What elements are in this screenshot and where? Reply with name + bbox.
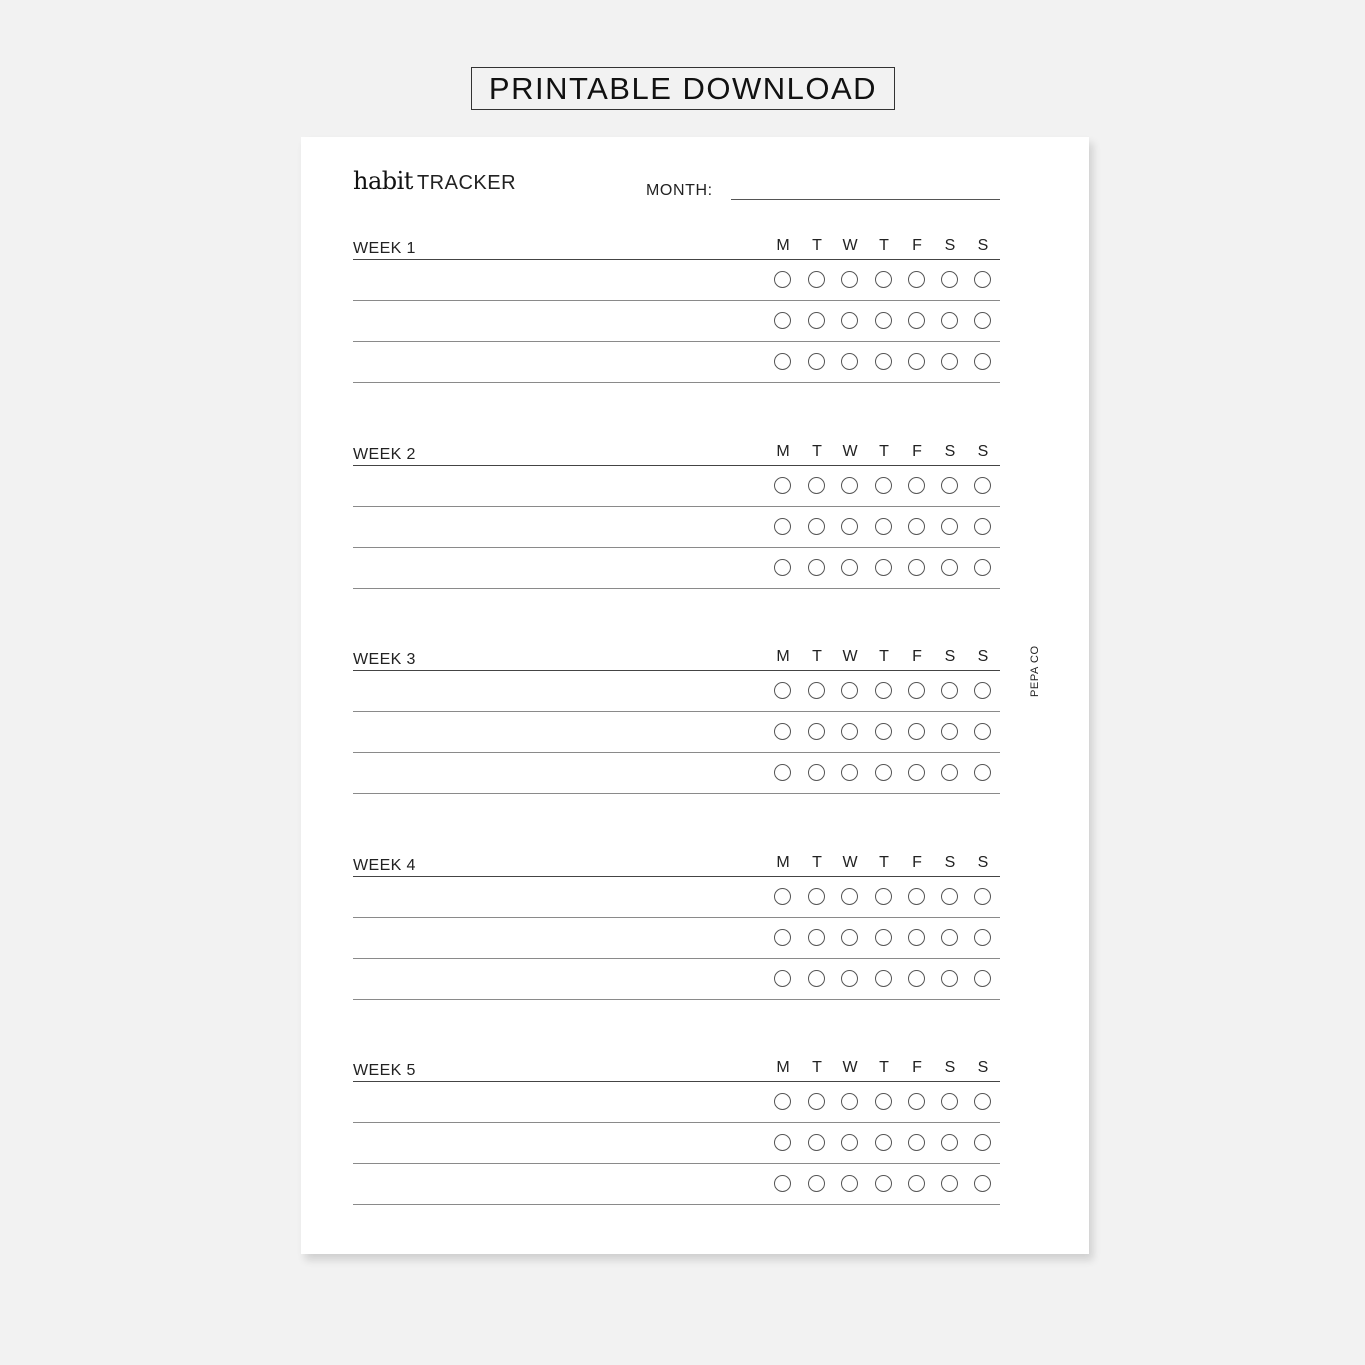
habit-checkbox-circle[interactable] (974, 764, 991, 781)
week-section (353, 845, 1000, 995)
day-header: T (812, 853, 822, 871)
habit-row-line[interactable] (353, 1122, 1000, 1123)
habit-checkbox-circle[interactable] (808, 312, 825, 329)
day-header: T (879, 237, 889, 254)
day-header: S (977, 853, 989, 871)
habit-checkbox-circle[interactable] (774, 518, 791, 535)
day-header: T (812, 442, 822, 460)
day-header: S (977, 1059, 989, 1076)
day-header: F (912, 853, 922, 871)
habit-checkbox-circle[interactable] (941, 477, 958, 494)
week-label: WEEK 4 (353, 856, 416, 874)
title-script: habit (353, 167, 413, 195)
day-header: T (812, 237, 822, 254)
habit-checkbox-circle[interactable] (774, 1175, 791, 1192)
habit-checkbox-circle[interactable] (908, 477, 925, 494)
day-header: T (879, 853, 889, 871)
week-header-rule (353, 259, 1000, 260)
habit-checkbox-circle[interactable] (974, 723, 991, 740)
habit-checkbox-circle[interactable] (808, 682, 825, 699)
habit-checkbox-circle[interactable] (875, 477, 892, 494)
habit-row-line[interactable] (353, 958, 1000, 959)
day-header: S (977, 648, 989, 665)
habit-checkbox-circle[interactable] (974, 518, 991, 535)
habit-checkbox-circle[interactable] (974, 970, 991, 987)
habit-checkbox-circle[interactable] (875, 723, 892, 740)
habit-checkbox-circle[interactable] (774, 559, 791, 576)
habit-row-line[interactable] (353, 999, 1000, 1000)
habit-checkbox-circle[interactable] (875, 271, 892, 288)
day-header: F (912, 648, 922, 665)
day-header: S (944, 853, 956, 871)
habit-checkbox-circle[interactable] (808, 353, 825, 370)
habit-checkbox-circle[interactable] (774, 723, 791, 740)
habit-checkbox-circle[interactable] (875, 559, 892, 576)
habit-checkbox-circle[interactable] (841, 353, 858, 370)
habit-checkbox-circle[interactable] (841, 1175, 858, 1192)
habit-checkbox-circle[interactable] (774, 1093, 791, 1110)
week-label: WEEK 3 (353, 651, 416, 668)
day-header: S (944, 648, 956, 665)
habit-checkbox-circle[interactable] (941, 559, 958, 576)
habit-checkbox-circle[interactable] (841, 723, 858, 740)
habit-checkbox-circle[interactable] (774, 970, 791, 987)
habit-checkbox-circle[interactable] (875, 1093, 892, 1110)
day-header: W (842, 853, 858, 871)
habit-checkbox-circle[interactable] (941, 518, 958, 535)
habit-row-line[interactable] (353, 382, 1000, 383)
day-header: S (944, 442, 956, 460)
habit-checkbox-circle[interactable] (908, 312, 925, 329)
habit-checkbox-circle[interactable] (941, 970, 958, 987)
habit-checkbox-circle[interactable] (908, 682, 925, 699)
habit-checkbox-circle[interactable] (774, 271, 791, 288)
day-header: T (879, 442, 889, 460)
day-header: M (776, 237, 790, 254)
habit-checkbox-circle[interactable] (974, 929, 991, 946)
habit-checkbox-circle[interactable] (841, 312, 858, 329)
habit-checkbox-circle[interactable] (841, 1093, 858, 1110)
day-header: M (776, 853, 790, 871)
habit-checkbox-circle[interactable] (875, 518, 892, 535)
habit-checkbox-circle[interactable] (808, 929, 825, 946)
habit-checkbox-circle[interactable] (908, 1175, 925, 1192)
habit-checkbox-circle[interactable] (808, 1175, 825, 1192)
habit-checkbox-circle[interactable] (908, 764, 925, 781)
week-label: WEEK 1 (353, 240, 416, 257)
week-header-rule (353, 670, 1000, 671)
habit-row-line[interactable] (353, 1204, 1000, 1205)
habit-checkbox-circle[interactable] (774, 477, 791, 494)
habit-checkbox-circle[interactable] (774, 1134, 791, 1151)
habit-checkbox-circle[interactable] (875, 1134, 892, 1151)
habit-checkbox-circle[interactable] (841, 764, 858, 781)
habit-checkbox-circle[interactable] (908, 271, 925, 288)
week-section (353, 1050, 1000, 1200)
banner-label: PRINTABLE DOWNLOAD (488, 70, 878, 106)
habit-checkbox-circle[interactable] (841, 271, 858, 288)
habit-checkbox-circle[interactable] (974, 1134, 991, 1151)
title-caps: TRACKER (416, 172, 517, 194)
week-label: WEEK 2 (353, 445, 416, 463)
habit-checkbox-circle[interactable] (841, 682, 858, 699)
habit-checkbox-circle[interactable] (974, 1175, 991, 1192)
day-header: W (842, 237, 858, 254)
habit-checkbox-circle[interactable] (941, 271, 958, 288)
habit-row-line[interactable] (353, 300, 1000, 301)
habit-checkbox-circle[interactable] (808, 970, 825, 987)
week-section (353, 639, 1000, 789)
habit-checkbox-circle[interactable] (941, 1134, 958, 1151)
habit-checkbox-circle[interactable] (875, 312, 892, 329)
week-label: WEEK 5 (353, 1062, 416, 1079)
habit-checkbox-circle[interactable] (808, 888, 825, 905)
month-write-line (731, 199, 1000, 200)
habit-checkbox-circle[interactable] (875, 929, 892, 946)
habit-checkbox-circle[interactable] (875, 970, 892, 987)
habit-checkbox-circle[interactable] (808, 271, 825, 288)
habit-checkbox-circle[interactable] (774, 764, 791, 781)
day-header: W (842, 1059, 858, 1076)
habit-checkbox-circle[interactable] (941, 888, 958, 905)
habit-checkbox-circle[interactable] (941, 312, 958, 329)
habit-checkbox-circle[interactable] (875, 888, 892, 905)
day-header: F (912, 237, 922, 254)
week-section (353, 228, 1000, 378)
day-header: T (812, 1059, 822, 1076)
habit-row-line[interactable] (353, 793, 1000, 794)
habit-checkbox-circle[interactable] (875, 1175, 892, 1192)
day-header: F (912, 1059, 922, 1076)
habit-checkbox-circle[interactable] (808, 477, 825, 494)
week-header-rule (353, 1081, 1000, 1082)
day-header: M (776, 648, 790, 665)
habit-checkbox-circle[interactable] (774, 682, 791, 699)
week-section (353, 434, 1000, 584)
day-header: S (977, 442, 989, 460)
habit-checkbox-circle[interactable] (841, 888, 858, 905)
day-header: T (879, 648, 889, 665)
habit-row-line[interactable] (353, 341, 1000, 342)
habit-checkbox-circle[interactable] (841, 1134, 858, 1151)
habit-checkbox-circle[interactable] (908, 929, 925, 946)
habit-row-line[interactable] (353, 547, 1000, 548)
page-title (353, 167, 516, 195)
habit-tracker-sheet (301, 137, 1089, 1254)
day-header: S (944, 237, 956, 254)
habit-checkbox-circle[interactable] (908, 1093, 925, 1110)
day-header: T (812, 648, 822, 665)
habit-checkbox-circle[interactable] (941, 1093, 958, 1110)
habit-checkbox-circle[interactable] (941, 1175, 958, 1192)
habit-checkbox-circle[interactable] (875, 353, 892, 370)
habit-checkbox-circle[interactable] (808, 559, 825, 576)
brand-label: PEPA CO (1029, 645, 1041, 697)
habit-checkbox-circle[interactable] (841, 477, 858, 494)
habit-checkbox-circle[interactable] (974, 353, 991, 370)
habit-checkbox-circle[interactable] (908, 353, 925, 370)
day-header: S (944, 1059, 956, 1076)
habit-checkbox-circle[interactable] (808, 764, 825, 781)
habit-checkbox-circle[interactable] (941, 764, 958, 781)
week-header-rule (353, 876, 1000, 877)
day-header: W (842, 442, 858, 460)
day-header: M (776, 1059, 790, 1076)
habit-checkbox-circle[interactable] (974, 888, 991, 905)
week-header-rule (353, 465, 1000, 466)
habit-checkbox-circle[interactable] (974, 312, 991, 329)
habit-checkbox-circle[interactable] (774, 353, 791, 370)
habit-checkbox-circle[interactable] (908, 559, 925, 576)
day-header: F (912, 442, 922, 460)
habit-checkbox-circle[interactable] (908, 888, 925, 905)
habit-row-line[interactable] (353, 917, 1000, 918)
habit-checkbox-circle[interactable] (908, 1134, 925, 1151)
habit-checkbox-circle[interactable] (908, 723, 925, 740)
habit-row-line[interactable] (353, 588, 1000, 589)
habit-checkbox-circle[interactable] (974, 271, 991, 288)
habit-checkbox-circle[interactable] (941, 929, 958, 946)
habit-checkbox-circle[interactable] (841, 559, 858, 576)
habit-checkbox-circle[interactable] (808, 518, 825, 535)
habit-checkbox-circle[interactable] (974, 477, 991, 494)
month-label: MONTH: (646, 182, 713, 199)
habit-checkbox-circle[interactable] (841, 518, 858, 535)
habit-checkbox-circle[interactable] (908, 970, 925, 987)
habit-checkbox-circle[interactable] (941, 723, 958, 740)
habit-checkbox-circle[interactable] (941, 353, 958, 370)
habit-checkbox-circle[interactable] (974, 559, 991, 576)
day-header: M (776, 442, 790, 460)
habit-checkbox-circle[interactable] (974, 1093, 991, 1110)
habit-row-line[interactable] (353, 711, 1000, 712)
habit-row-line[interactable] (353, 752, 1000, 753)
habit-checkbox-circle[interactable] (774, 929, 791, 946)
habit-checkbox-circle[interactable] (875, 682, 892, 699)
habit-checkbox-circle[interactable] (841, 970, 858, 987)
habit-checkbox-circle[interactable] (808, 723, 825, 740)
habit-checkbox-circle[interactable] (774, 312, 791, 329)
habit-checkbox-circle[interactable] (941, 682, 958, 699)
habit-checkbox-circle[interactable] (908, 518, 925, 535)
day-header: S (977, 237, 989, 254)
habit-checkbox-circle[interactable] (974, 682, 991, 699)
habit-row-line[interactable] (353, 1163, 1000, 1164)
habit-checkbox-circle[interactable] (841, 929, 858, 946)
habit-checkbox-circle[interactable] (808, 1093, 825, 1110)
habit-checkbox-circle[interactable] (808, 1134, 825, 1151)
day-header: T (879, 1059, 889, 1076)
day-header: W (842, 648, 858, 665)
habit-checkbox-circle[interactable] (875, 764, 892, 781)
printable-download-banner (471, 67, 895, 110)
habit-checkbox-circle[interactable] (774, 888, 791, 905)
habit-row-line[interactable] (353, 506, 1000, 507)
